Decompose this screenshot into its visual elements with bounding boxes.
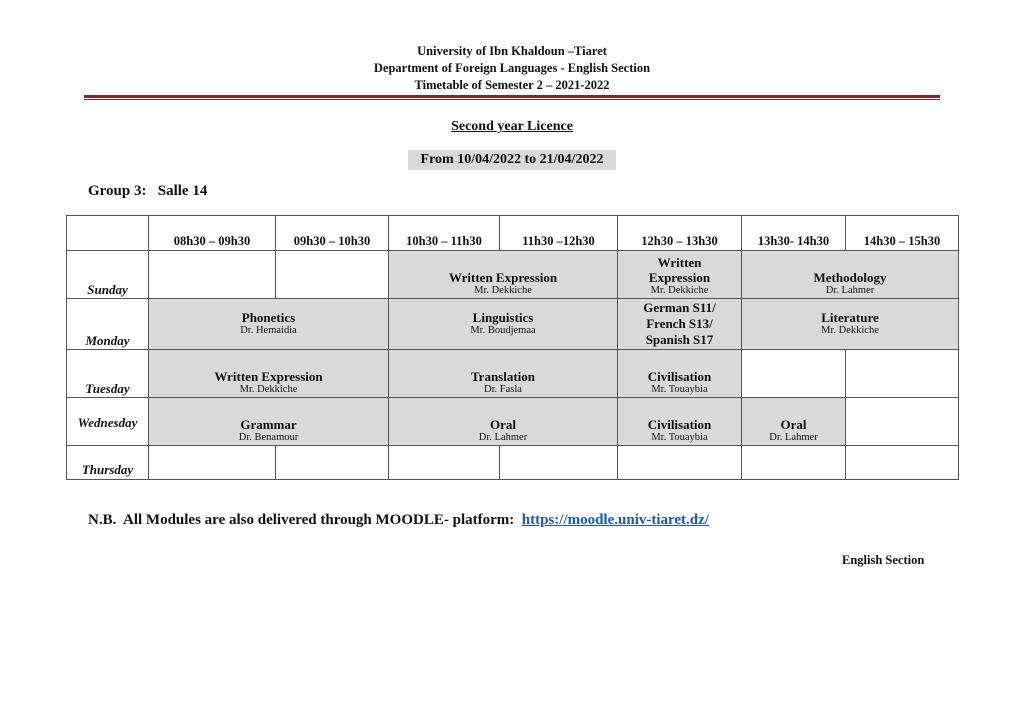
teacher-name: Dr. Hemaidia: [240, 325, 297, 336]
course-name: Written Expression: [448, 270, 558, 285]
session-cell: [389, 398, 618, 446]
day-label: Monday: [67, 299, 149, 350]
empty-slot: [846, 446, 959, 480]
header-divider: [84, 95, 940, 98]
course-name: Written Expression: [214, 369, 323, 384]
day-label: Tuesday: [67, 350, 149, 398]
session-cell: [389, 350, 618, 398]
day-row-monday: [67, 299, 959, 350]
time-slot-header: 11h30 –12h30: [500, 216, 618, 251]
time-slot-header: 09h30 – 10h30: [276, 216, 389, 251]
course-name: Civilisation: [647, 369, 712, 384]
empty-slot: [618, 446, 742, 480]
teacher-name: Mr. Touaybia: [651, 384, 708, 395]
group-line: [88, 183, 207, 200]
session-cell: [389, 299, 618, 350]
time-header-row: [67, 216, 959, 251]
group-label: Group 3:: [88, 183, 147, 199]
semester-title: Timetable of Semester 2 – 2021-2022: [414, 78, 610, 92]
moodle-link[interactable]: https://moodle.univ-tiaret.dz/: [521, 512, 709, 528]
timetable: [66, 215, 959, 480]
course-name: Civilisation: [647, 417, 712, 432]
empty-slot: [500, 446, 618, 480]
empty-slot: [276, 251, 389, 299]
empty-slot: [149, 446, 276, 480]
moodle-note: [88, 512, 709, 529]
time-slot-header: 10h30 – 11h30: [389, 216, 500, 251]
time-slot-header: 12h30 – 13h30: [618, 216, 742, 251]
course-name: Linguistics: [472, 310, 534, 325]
empty-slot: [846, 398, 959, 446]
department-name: Department of Foreign Languages - English Section: [373, 61, 651, 75]
course-name: Grammar: [240, 417, 297, 432]
day-label: Sunday: [67, 251, 149, 299]
teacher-name: Mr. Dekkiche: [821, 325, 879, 336]
course-name: Phonetics: [241, 310, 296, 325]
course-name: Methodology: [813, 270, 887, 285]
empty-slot: [389, 446, 500, 480]
course-name: Oral: [490, 417, 516, 432]
course-name: Literature: [821, 310, 879, 325]
session-cell: [149, 350, 389, 398]
teacher-name: Dr. Lahmer: [478, 432, 528, 443]
course-name: Translation: [470, 369, 536, 384]
teacher-name: Dr. Lahmer: [769, 432, 818, 443]
empty-slot: [742, 446, 846, 480]
session-cell: [149, 398, 389, 446]
course-name: German S11/ French S13/ Spanish S17: [643, 300, 716, 347]
time-slot-header: 08h30 – 09h30: [149, 216, 276, 251]
course-name: Oral: [780, 417, 807, 432]
session-cell: [742, 251, 959, 299]
session-cell: [618, 398, 742, 446]
corner-cell: [67, 216, 149, 251]
time-slot-header: 14h30 – 15h30: [846, 216, 959, 251]
session-cell: [742, 299, 959, 350]
day-row-sunday: [67, 251, 959, 299]
session-cell: [149, 299, 389, 350]
course-name: Written Expression: [648, 255, 711, 285]
period-range: From 10/04/2022 to 21/04/2022: [408, 150, 616, 170]
day-label: Thursday: [67, 446, 149, 480]
teacher-name: Mr. Dekkiche: [474, 285, 532, 296]
teacher-name: Mr. Dekkiche: [650, 285, 709, 296]
day-row-tuesday: [67, 350, 959, 398]
teacher-name: Dr. Benamour: [238, 432, 299, 443]
university-name: University of Ibn Khaldoun –Tiaret: [417, 44, 607, 58]
teacher-name: Mr. Touaybia: [651, 432, 708, 443]
time-slot-header: 13h30- 14h30: [742, 216, 846, 251]
header-divider-thin: [84, 99, 940, 100]
teacher-name: Mr. Boudjemaa: [470, 325, 536, 336]
note-text: N.B. All Modules are also delivered through MOODLE- platform:: [88, 512, 515, 528]
teacher-name: Dr. Fasla: [484, 384, 522, 395]
empty-slot: [846, 350, 959, 398]
session-cell: [742, 398, 846, 446]
session-cell: [618, 350, 742, 398]
teacher-name: Dr. Lahmer: [825, 285, 875, 296]
day-row-wednesday: [67, 398, 959, 446]
page-subtitle: Second year Licence: [451, 119, 573, 134]
day-row-thursday: [67, 446, 959, 480]
session-cell: [389, 251, 618, 299]
empty-slot: [149, 251, 276, 299]
empty-slot: [742, 350, 846, 398]
room-label: Salle 14: [157, 183, 208, 199]
footer-signature: English Section: [842, 553, 925, 567]
teacher-name: Mr. Dekkiche: [239, 384, 298, 395]
session-cell: [618, 251, 742, 299]
day-label: Wednesday: [67, 398, 149, 446]
empty-slot: [276, 446, 389, 480]
session-cell: [618, 299, 742, 350]
